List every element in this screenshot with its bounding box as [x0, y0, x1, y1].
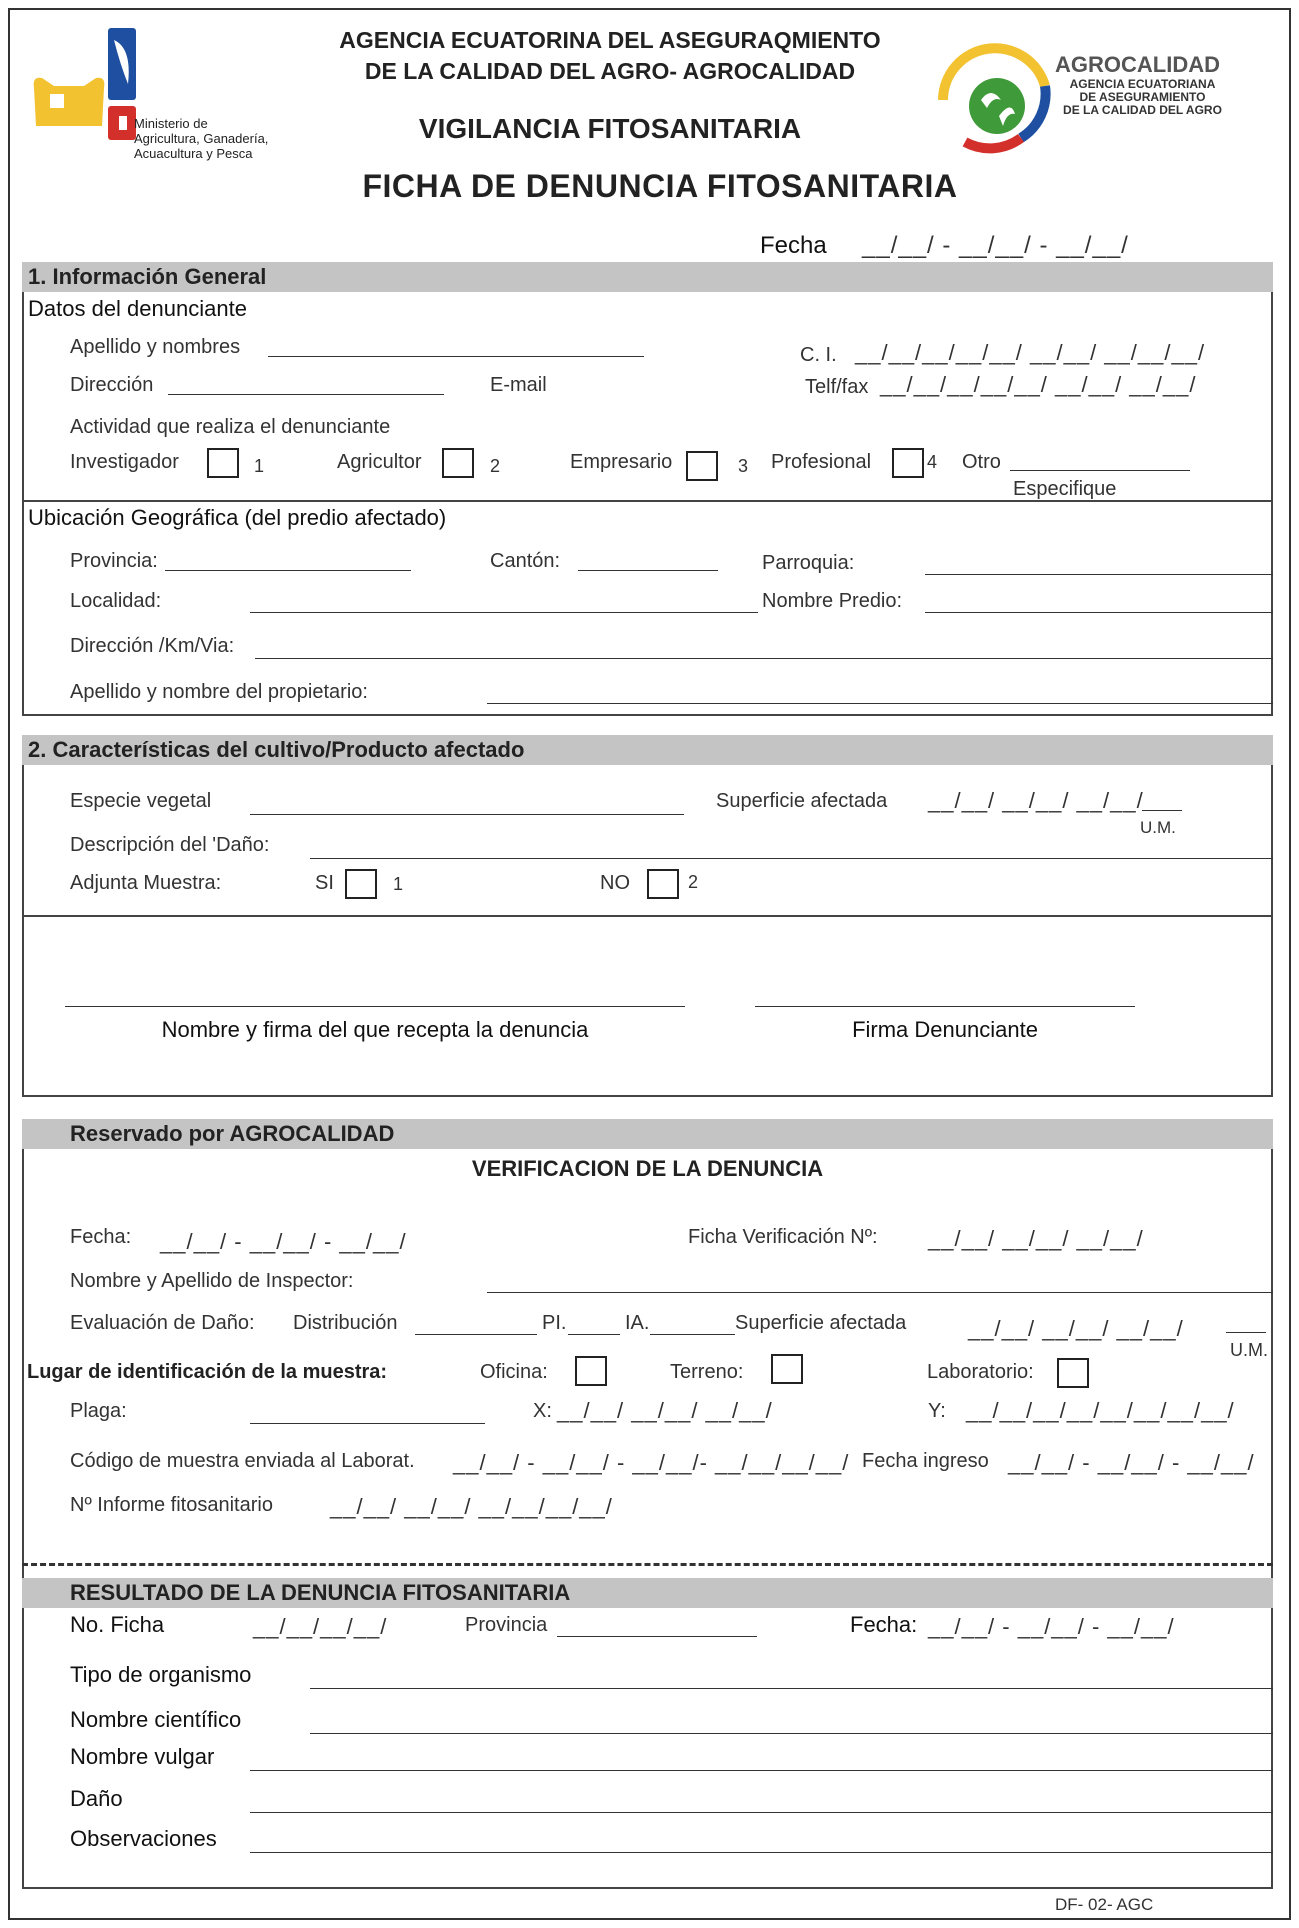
brand-subtitle	[1055, 78, 1230, 117]
firma-denunciante-line[interactable]	[755, 1006, 1135, 1007]
resultado-title: RESULTADO DE LA DENUNCIA FITOSANITARIA	[70, 1580, 571, 1605]
verificacion-title: VERIFICACION DE LA DENUNCIA	[471, 1156, 824, 1181]
informe-field[interactable]: __/__/ __/__/ __/__/__/__/	[330, 1494, 613, 1519]
distribucion-label: Distribución	[293, 1312, 398, 1334]
adjunta-label: Adjunta Muestra:	[70, 872, 222, 894]
fecha-ingreso-label: Fecha ingreso	[862, 1450, 989, 1472]
section2-title: 2. Características del cultivo/Producto afectado	[28, 737, 525, 762]
section1-title: 1. Información General	[28, 264, 267, 289]
header-fecha-label: Fecha	[760, 232, 827, 259]
verif-fecha-label: Fecha:	[70, 1226, 132, 1248]
empresario-checkbox[interactable]	[686, 451, 718, 481]
ficha-verificacion-field[interactable]: __/__/ __/__/ __/__/	[928, 1226, 1144, 1251]
terreno-label: Terreno:	[670, 1361, 744, 1383]
descripcion-field[interactable]	[310, 858, 1273, 859]
res-fecha-label: Fecha:	[850, 1612, 918, 1637]
apellido-field[interactable]	[268, 356, 644, 357]
investigador-checkbox[interactable]	[207, 448, 239, 478]
verif-um-label: U.M.	[1230, 1340, 1268, 1360]
nombre-predio-field[interactable]	[925, 612, 1273, 613]
dano-label: Daño	[70, 1786, 123, 1811]
agrocalidad-logo	[935, 30, 1245, 160]
canton-label: Cantón:	[490, 550, 561, 572]
ia-field[interactable]	[650, 1334, 735, 1335]
no-ficha-field[interactable]: __/__/__/__/	[253, 1614, 388, 1639]
agency-line-2: DE LA CALIDAD DEL AGRO- AGROCALIDAD	[364, 58, 856, 84]
ministry-name	[134, 116, 268, 161]
localidad-label: Localidad:	[70, 590, 162, 612]
denunciante-title: Datos del denunciante	[28, 296, 247, 321]
brand-sub-2: DE ASEGURAMIENTO	[1079, 90, 1206, 104]
ci-field[interactable]: __/__/__/__/__/ __/__/ __/__/__/	[855, 340, 1206, 365]
empresario-code: 3	[738, 456, 749, 476]
localidad-field[interactable]	[250, 612, 758, 613]
ubicacion-title: Ubicación Geográfica (del predio afectado)	[28, 505, 447, 530]
telf-label: Telf/fax	[805, 376, 869, 398]
tipo-organismo-field[interactable]	[310, 1688, 1273, 1689]
form-code: DF- 02- AGC	[1055, 1895, 1154, 1914]
informe-label: Nº Informe fitosanitario	[70, 1494, 273, 1516]
opt-investigador-label: Investigador	[70, 451, 179, 473]
direccion-km-field[interactable]	[255, 658, 1273, 659]
inspector-label: Nombre y Apellido de Inspector:	[70, 1270, 354, 1292]
firma-recepta-label: Nombre y firma del que recepta la denuncia	[161, 1017, 589, 1042]
canton-field[interactable]	[578, 570, 718, 571]
x-label: X:	[533, 1400, 552, 1422]
nombre-cientifico-label: Nombre científico	[70, 1707, 242, 1732]
evaluacion-label: Evaluación de Daño:	[70, 1312, 255, 1334]
ministry-line-1: Ministerio de	[134, 116, 208, 131]
si-label: SI	[315, 872, 334, 894]
header-fecha-field[interactable]: __/__/ - __/__/ - __/__/	[862, 232, 1129, 259]
inspector-field[interactable]	[487, 1292, 1273, 1293]
codigo-label: Código de muestra enviada al Laborat.	[70, 1450, 415, 1472]
um-label: U.M.	[1140, 818, 1176, 837]
verif-um-field[interactable]	[1226, 1332, 1266, 1333]
ministry-logo	[24, 28, 284, 168]
observaciones-label: Observaciones	[70, 1826, 217, 1851]
firma-recepta-line[interactable]	[65, 1006, 685, 1007]
propietario-label: Apellido y nombre del propietario:	[70, 681, 368, 703]
oficina-label: Oficina:	[480, 1361, 548, 1383]
opt-empresario-label: Empresario	[570, 451, 673, 473]
um-field[interactable]	[1142, 810, 1182, 811]
parroquia-label: Parroquia:	[762, 552, 855, 574]
profesional-code: 4	[927, 452, 938, 472]
plaga-field[interactable]	[250, 1423, 485, 1424]
y-label: Y:	[928, 1400, 946, 1422]
reserved-title: Reservado por AGROCALIDAD	[70, 1121, 395, 1146]
profesional-checkbox[interactable]	[892, 448, 924, 478]
especie-field[interactable]	[250, 814, 684, 815]
telf-field[interactable]: __/__/__/__/__/ __/__/ __/__/	[880, 372, 1197, 397]
form-title: FICHA DE DENUNCIA FITOSANITARIA	[362, 168, 958, 204]
nombre-cientifico-field[interactable]	[310, 1733, 1273, 1734]
superficie-field[interactable]: __/__/ __/__/ __/__/	[928, 788, 1144, 813]
especifique-label: Especifique	[1013, 478, 1117, 500]
x-field[interactable]: __/__/ __/__/ __/__/	[557, 1398, 773, 1423]
parroquia-field[interactable]	[925, 574, 1273, 575]
direccion-label: Dirección	[70, 374, 154, 396]
si-code: 1	[393, 874, 404, 894]
provincia-label: Provincia:	[70, 550, 158, 572]
brand-sub-1: AGENCIA ECUATORIANA	[1069, 77, 1216, 91]
fecha-ingreso-field[interactable]: __/__/ - __/__/ - __/__/	[1008, 1450, 1255, 1475]
nombre-predio-label: Nombre Predio:	[762, 590, 903, 612]
dano-field[interactable]	[250, 1812, 1273, 1813]
codigo-field[interactable]: __/__/ - __/__/ - __/__/- __/__/__/__/	[453, 1450, 850, 1475]
si-checkbox[interactable]	[345, 869, 377, 899]
opt-profesional-label: Profesional	[771, 451, 872, 473]
nombre-vulgar-field[interactable]	[250, 1770, 1273, 1771]
pi-label: PI.	[542, 1312, 567, 1334]
nombre-vulgar-label: Nombre vulgar	[70, 1744, 215, 1769]
firma-denunciante-label: Firma Denunciante	[852, 1017, 1038, 1042]
oficina-checkbox[interactable]	[575, 1356, 607, 1386]
verif-superficie-field[interactable]: __/__/ __/__/ __/__/	[968, 1316, 1184, 1341]
agricultor-code: 2	[490, 456, 501, 476]
apellido-label: Apellido y nombres	[70, 336, 241, 358]
res-fecha-field[interactable]: __/__/ - __/__/ - __/__/	[928, 1614, 1175, 1639]
laboratorio-label: Laboratorio:	[927, 1361, 1034, 1383]
laboratorio-checkbox[interactable]	[1057, 1358, 1089, 1388]
email-label: E-mail	[490, 374, 547, 396]
lugar-label: Lugar de identificación de la muestra:	[27, 1361, 388, 1383]
agency-line-1: AGENCIA ECUATORINA DEL ASEGURAQMIENTO	[339, 27, 881, 53]
brand-sub-3: DE LA CALIDAD DEL AGRO	[1063, 103, 1222, 117]
opt-agricultor-label: Agricultor	[337, 451, 422, 473]
reserved-box	[22, 1149, 1273, 1889]
direccion-km-label: Dirección /Km/Via:	[70, 635, 235, 657]
ia-label: IA.	[625, 1312, 650, 1334]
section2-separator	[22, 915, 1273, 917]
res-provincia-field[interactable]	[557, 1636, 757, 1637]
agrocalidad-emblem-icon	[935, 30, 1053, 160]
verif-superficie-label: Superficie afectada	[735, 1312, 907, 1334]
propietario-field[interactable]	[487, 703, 1273, 704]
observaciones-field[interactable]	[250, 1852, 1273, 1853]
agricultor-checkbox[interactable]	[442, 448, 474, 478]
otro-field[interactable]	[1010, 470, 1190, 471]
ci-label: C. I.	[800, 344, 837, 366]
brand-name: AGROCALIDAD	[1055, 52, 1220, 77]
program-title: VIGILANCIA FITOSANITARIA	[418, 113, 802, 144]
res-provincia-label: Provincia	[465, 1614, 548, 1636]
pi-field[interactable]	[568, 1334, 620, 1335]
ficha-verificacion-label: Ficha Verificación Nº:	[688, 1226, 878, 1248]
no-ficha-label: No. Ficha	[70, 1612, 165, 1637]
distribucion-field[interactable]	[415, 1334, 537, 1335]
terreno-checkbox[interactable]	[771, 1354, 803, 1384]
superficie-label: Superficie afectada	[716, 790, 888, 812]
opt-otro-label: Otro	[962, 451, 1001, 473]
direccion-field[interactable]	[168, 394, 444, 395]
ministry-line-2: Agricultura, Ganadería,	[134, 131, 269, 146]
descripcion-label: Descripción del 'Daño:	[70, 834, 270, 856]
plaga-label: Plaga:	[70, 1400, 127, 1422]
no-checkbox[interactable]	[647, 869, 679, 899]
provincia-field[interactable]	[165, 570, 411, 571]
y-field[interactable]: __/__/__/__/__/__/__/__/	[966, 1398, 1235, 1423]
cut-line	[22, 1563, 1273, 1566]
verif-fecha-field[interactable]: __/__/ - __/__/ - __/__/	[160, 1229, 407, 1254]
actividad-label: Actividad que realiza el denunciante	[70, 416, 391, 438]
no-label: NO	[600, 872, 630, 894]
especie-label: Especie vegetal	[70, 790, 212, 812]
ministry-line-3: Acuacultura y Pesca	[134, 146, 253, 161]
no-code: 2	[688, 872, 699, 892]
investigador-code: 1	[254, 456, 265, 476]
tipo-organismo-label: Tipo de organismo	[70, 1662, 252, 1687]
